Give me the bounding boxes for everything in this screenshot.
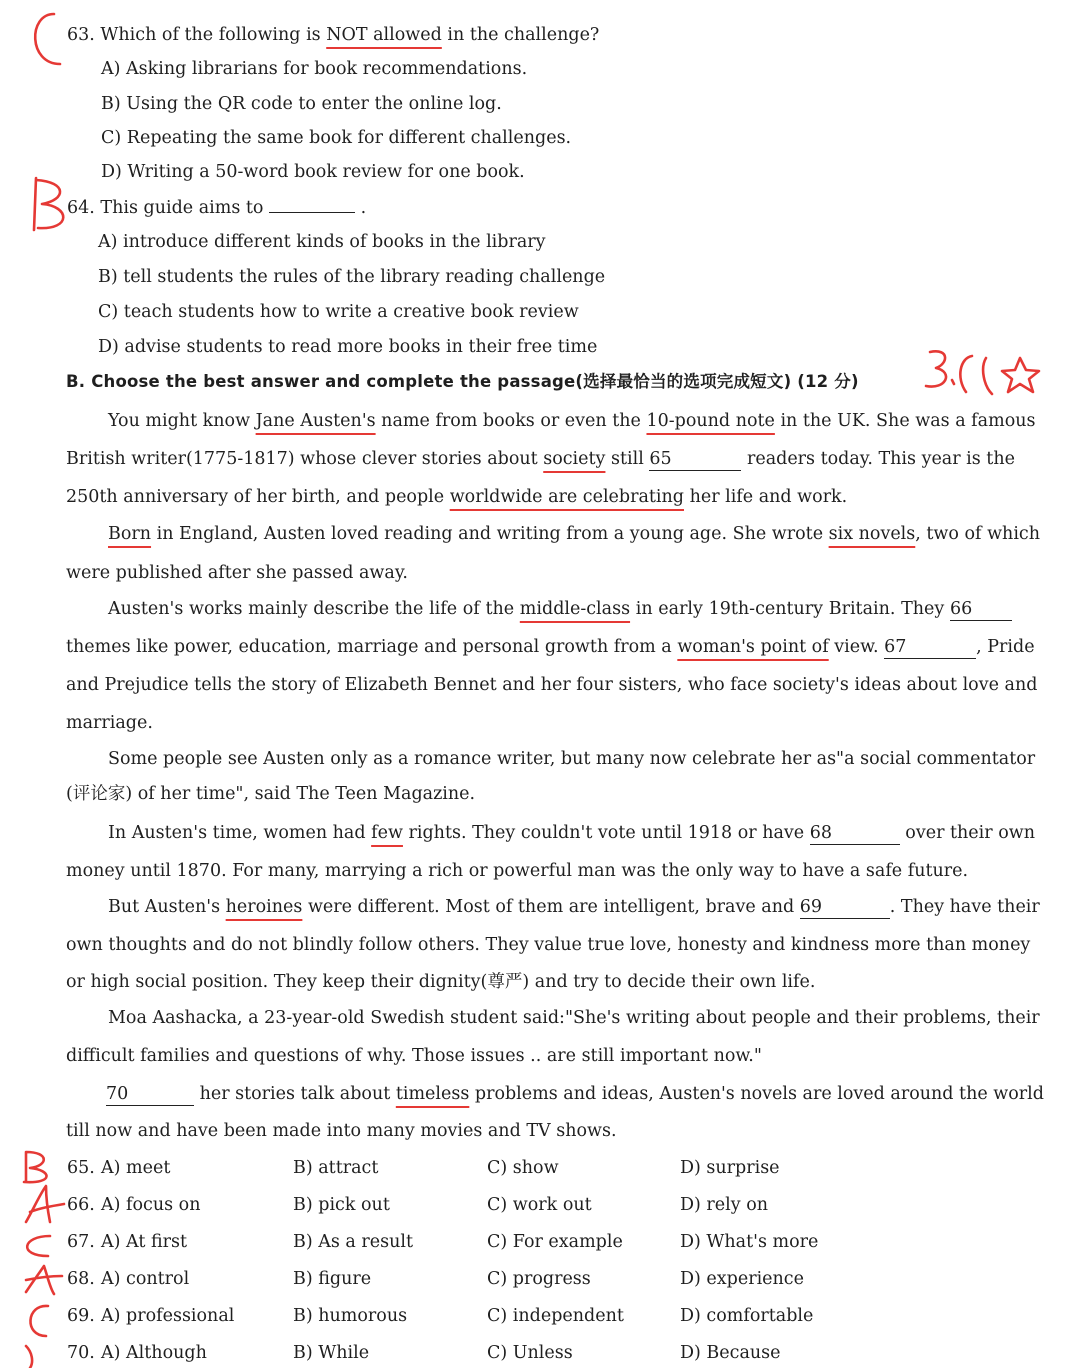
answer-option-b[interactable]: B) humorous xyxy=(293,1306,408,1326)
answer-option-a[interactable]: A) meet xyxy=(101,1158,171,1178)
answer-option-d[interactable]: D) surprise xyxy=(680,1158,780,1178)
answer-option-b[interactable]: B) While xyxy=(293,1343,370,1363)
passage-p1-line1: You might know Jane Austen's name from books or even the 10-pound note in the UK. She was a famous xyxy=(108,411,1036,431)
passage-p5-line2: money until 1870. For many, marrying a rich or powerful man was the only way to have a safe future. xyxy=(66,861,969,881)
passage-p6-line3: or high social position. They keep their dignity(尊严) and try to decide their own life. xyxy=(66,972,816,992)
handwritten-score xyxy=(926,351,992,394)
answer-option-b[interactable]: B) pick out xyxy=(293,1195,390,1215)
underline-middle-class: middle-class xyxy=(519,599,631,619)
underline-society: society xyxy=(543,449,606,469)
underline-womans-point: woman's point of xyxy=(677,637,829,657)
q64-option-a: A) introduce different kinds of books in the library xyxy=(98,232,546,252)
handwritten-c-q67 xyxy=(27,1236,50,1256)
answer-number: 70. xyxy=(67,1343,95,1363)
blank-68[interactable]: 68 xyxy=(810,822,900,845)
q64-stem: 64. This guide aims to . xyxy=(67,198,367,218)
answer-option-a[interactable]: A) At first xyxy=(101,1232,188,1252)
underline-jane-austen: Jane Austen's xyxy=(255,411,376,431)
answer-option-c[interactable]: C) independent xyxy=(487,1306,624,1326)
passage-p1-line3: 250th anniversary of her birth, and people worldwide are celebrating her life and work. xyxy=(66,487,848,507)
answer-option-b[interactable]: B) attract xyxy=(293,1158,379,1178)
passage-p7-line1: Moa Aashacka, a 23-year-old Swedish student said:"She's writing about people and their problems, their xyxy=(108,1008,1040,1028)
passage-p6-line1: But Austen's heroines were different. Most of them are intelligent, brave and 69 . They have their xyxy=(108,897,1040,917)
blank-70[interactable]: 70 xyxy=(106,1083,194,1106)
q63-option-b: B) Using the QR code to enter the online log. xyxy=(101,94,502,114)
underline-worldwide: worldwide are celebrating xyxy=(449,487,684,507)
answer-option-d[interactable]: D) comfortable xyxy=(680,1306,814,1326)
handwritten-c-q63 xyxy=(35,14,60,64)
q63-option-c: C) Repeating the same book for different challenges. xyxy=(101,128,572,148)
underline-10-pound-note: 10-pound note xyxy=(646,411,775,431)
answer-option-d[interactable]: D) What's more xyxy=(680,1232,819,1252)
passage-p7-line2: difficult families and questions of why. Those issues .. are still important now." xyxy=(66,1046,762,1066)
q64-option-d: D) advise students to read more books in their free time xyxy=(98,337,598,357)
answer-number: 69. xyxy=(67,1306,95,1326)
underline-few: few xyxy=(371,823,403,843)
blank-65[interactable]: 65 xyxy=(649,448,741,471)
answer-number: 66. xyxy=(67,1195,95,1215)
passage-p3-line3: and Prejudice tells the story of Elizabeth Bennet and her four sisters, who face society's ideas about love and xyxy=(66,675,1038,695)
passage-p8-line1: 70 her stories talk about timeless problems and ideas, Austen's novels are loved around the world xyxy=(106,1084,1044,1104)
passage-p3-line1: Austen's works mainly describe the life of the middle-class in early 19th-century Britain. They 66 xyxy=(108,597,1012,621)
answer-option-a[interactable]: A) focus on xyxy=(101,1195,201,1215)
q63-option-a: A) Asking librarians for book recommendations. xyxy=(101,59,528,79)
q63-option-d: D) Writing a 50-word book review for one book. xyxy=(101,162,525,182)
passage-p8-line2: till now and have been made into many movies and TV shows. xyxy=(66,1121,617,1141)
passage-p1-line2: British writer(1775-1817) whose clever stories about society still 65 readers today. This year is the xyxy=(66,449,1015,469)
q64-option-b: B) tell students the rules of the library reading challenge xyxy=(98,267,606,287)
answer-option-a[interactable]: A) Although xyxy=(101,1343,207,1363)
underline-six-novels: six novels xyxy=(828,524,916,544)
blank-66[interactable]: 66 xyxy=(950,598,1012,621)
underline-timeless: timeless xyxy=(395,1084,470,1104)
answer-option-c[interactable]: C) progress xyxy=(487,1269,591,1289)
answer-option-d[interactable]: D) rely on xyxy=(680,1195,768,1215)
q64-option-c: C) teach students how to write a creative book review xyxy=(98,302,579,322)
answer-option-c[interactable]: C) show xyxy=(487,1158,559,1178)
q63-underline-not-allowed: NOT allowed xyxy=(326,25,442,45)
passage-p3-line4: marriage. xyxy=(66,713,153,733)
passage-p4-line1: Some people see Austen only as a romance writer, but many now celebrate her as"a social commentator xyxy=(108,749,1036,769)
handwritten-a-q66 xyxy=(26,1186,64,1222)
passage-p6-line2: own thoughts and do not blindly follow others. They value true love, honesty and kindness more than money xyxy=(66,935,1031,955)
passage-p4-line2: (评论家) of her time", said The Teen Magazine. xyxy=(66,784,476,804)
answer-number: 65. xyxy=(67,1158,95,1178)
passage-p2-line1: Born in England, Austen loved reading and writing from a young age. She wrote six novels, two of which xyxy=(108,524,1040,544)
underline-born: Born xyxy=(108,524,152,544)
handwritten-c-q69 xyxy=(30,1306,48,1336)
answer-option-b[interactable]: B) As a result xyxy=(293,1232,414,1252)
underline-heroines: heroines xyxy=(225,897,303,917)
answer-option-b[interactable]: B) figure xyxy=(293,1269,372,1289)
answer-option-a[interactable]: A) control xyxy=(101,1269,190,1289)
answer-option-d[interactable]: D) experience xyxy=(680,1269,804,1289)
answer-option-d[interactable]: D) Because xyxy=(680,1343,781,1363)
answer-option-c[interactable]: C) Unless xyxy=(487,1343,573,1363)
answer-option-a[interactable]: A) professional xyxy=(101,1306,235,1326)
handwritten-star-icon xyxy=(1002,358,1039,392)
passage-p5-line1: In Austen's time, women had few rights. They couldn't vote until 1918 or have 68 over their own xyxy=(108,823,1035,843)
answer-number: 68. xyxy=(67,1269,95,1289)
q64-blank xyxy=(269,212,355,213)
handwritten-d-q70 xyxy=(26,1346,32,1368)
passage-p2-line2: were published after she passed away. xyxy=(66,563,408,583)
blank-67[interactable]: 67 xyxy=(884,636,976,659)
section-b-heading: B. Choose the best answer and complete the passage(选择最恰当的选项完成短文) (12 分) xyxy=(66,372,859,391)
answer-option-c[interactable]: C) work out xyxy=(487,1195,592,1215)
handwritten-a-q68 xyxy=(26,1266,62,1294)
handwritten-b-q65 xyxy=(24,1152,47,1182)
q63-stem: 63. Which of the following is NOT allowed in the challenge? xyxy=(67,25,600,45)
answer-option-c[interactable]: C) For example xyxy=(487,1232,623,1252)
passage-p3-line2: themes like power, education, marriage and personal growth from a woman's point of view. 67 , Pride xyxy=(66,637,1035,657)
blank-69[interactable]: 69 xyxy=(800,896,890,919)
answer-number: 67. xyxy=(67,1232,95,1252)
handwritten-b-q64 xyxy=(34,178,63,230)
